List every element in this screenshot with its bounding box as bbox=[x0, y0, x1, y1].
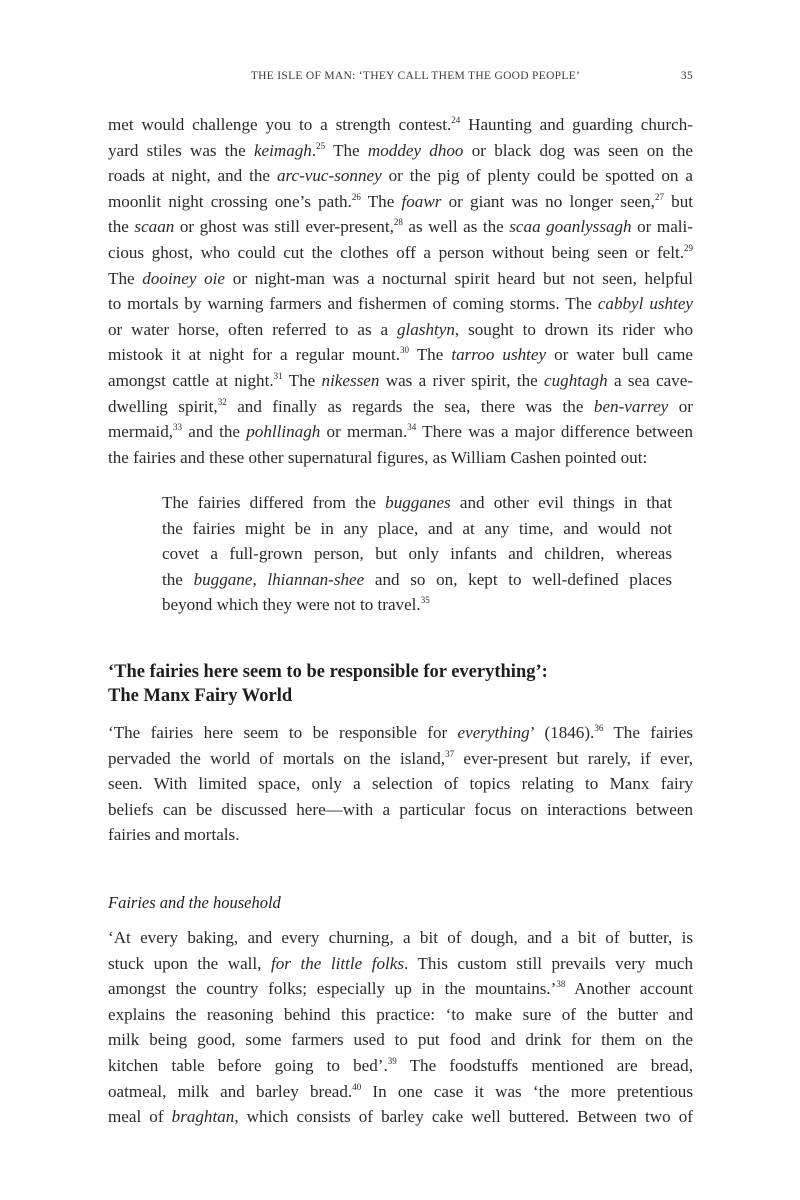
text-run: meal of bbox=[108, 1107, 172, 1127]
text-line bbox=[108, 445, 693, 471]
footnote-marker: 25 bbox=[316, 140, 326, 151]
footnote-marker: 34 bbox=[407, 422, 417, 433]
text-line bbox=[108, 317, 693, 343]
text-run: or black dog was seen on the bbox=[463, 140, 693, 160]
text-line bbox=[108, 138, 693, 164]
text-run: and finally as regards the sea, there was the bbox=[226, 396, 594, 416]
text-run: , which consists of barley cake well buttered. Between two of bbox=[234, 1107, 693, 1127]
text-run: covet a full-grown person, but only infants and children, whereas bbox=[162, 544, 672, 564]
text-run: There was a major difference between bbox=[416, 422, 693, 442]
footnote-marker: 29 bbox=[684, 242, 693, 253]
text-run: The bbox=[325, 140, 368, 160]
text-run: The bbox=[409, 345, 452, 365]
text-line bbox=[108, 797, 693, 823]
text-line bbox=[108, 720, 693, 746]
block-quote-william-cashen bbox=[162, 490, 672, 618]
text-run: a sea cave- bbox=[607, 370, 693, 390]
text-run: or giant was no longer seen, bbox=[441, 191, 655, 211]
italic-term: cabbyl ushtey bbox=[597, 294, 693, 314]
text-run: pervaded the world of mortals on the island, bbox=[108, 748, 446, 768]
italic-term: dooiney oie bbox=[142, 268, 226, 288]
section-heading-line1: ‘The fairies here seem to be responsible for everything’: bbox=[108, 662, 548, 682]
text-line bbox=[162, 541, 672, 567]
text-line bbox=[162, 516, 672, 542]
text-run: fairies and mortals. bbox=[108, 825, 240, 845]
italic-term: scaan bbox=[134, 217, 175, 237]
footnote-marker: 35 bbox=[420, 595, 430, 606]
text-run: dwelling spirit, bbox=[108, 396, 218, 416]
text-run: or the pig of plenty could be spotted on a bbox=[381, 166, 693, 186]
paragraph-fairies-household bbox=[108, 925, 693, 1130]
text-run: as well as the bbox=[402, 217, 510, 237]
text-run: was a river spirit, the bbox=[379, 370, 545, 390]
text-run: seen. With limited space, only a selection of topics relating to Manx fairy bbox=[108, 774, 693, 794]
running-head-title: THE ISLE OF MAN: ‘THEY CALL THEM THE GOOD PEOPLE’ bbox=[250, 70, 581, 82]
footnote-marker: 31 bbox=[273, 370, 283, 381]
italic-term: lhiannan-shee bbox=[267, 569, 365, 589]
text-line bbox=[108, 822, 693, 848]
text-run: or bbox=[668, 396, 693, 416]
text-run: , sought to drown its rider who bbox=[454, 319, 693, 339]
text-line bbox=[108, 1079, 693, 1105]
section-heading bbox=[108, 660, 693, 708]
text-run: The foodstuffs mentioned are bread, bbox=[396, 1055, 693, 1075]
text-line bbox=[108, 189, 693, 215]
text-line bbox=[162, 567, 672, 593]
text-run: the bbox=[108, 217, 135, 237]
footnote-marker: 40 bbox=[352, 1081, 362, 1092]
footnote-marker: 32 bbox=[217, 396, 227, 407]
italic-term: bugganes bbox=[385, 493, 451, 512]
text-run: mistook it at night for a regular mount. bbox=[108, 345, 401, 365]
italic-term: arc-vuc-sonney bbox=[276, 166, 382, 186]
text-line bbox=[162, 490, 672, 516]
text-run: ’ (1846). bbox=[529, 723, 595, 742]
text-run: ever-present but rarely, if ever, bbox=[454, 748, 693, 768]
text-line bbox=[108, 976, 693, 1002]
text-line bbox=[108, 1002, 693, 1028]
text-run: or water bull came bbox=[546, 345, 693, 365]
text-run: explains the reasoning behind this practice: ‘to make sure of the butter and bbox=[108, 1004, 693, 1024]
italic-term: tarroo ushtey bbox=[451, 345, 547, 365]
text-line bbox=[108, 368, 693, 394]
text-line bbox=[108, 266, 693, 292]
text-line bbox=[108, 419, 693, 445]
text-run: oatmeal, milk and barley bread. bbox=[108, 1081, 353, 1101]
text-run: Haunting and guarding church- bbox=[460, 115, 693, 134]
footnote-marker: 26 bbox=[351, 191, 361, 202]
text-run: or night-man was a nocturnal spirit heard but not seen, helpful bbox=[225, 268, 693, 288]
text-run: and so on, kept to well-defined places bbox=[364, 569, 672, 589]
text-run: The fairies differed from the bbox=[162, 493, 386, 512]
text-run: ‘At every baking, and every churning, a bit of dough, and a bit of butter, is bbox=[108, 928, 693, 947]
italic-term: moddey dhoo bbox=[367, 140, 464, 160]
footnote-marker: 27 bbox=[654, 191, 664, 202]
italic-term: pohllinagh bbox=[246, 422, 321, 442]
footnote-marker: 33 bbox=[173, 422, 183, 433]
text-line bbox=[108, 291, 693, 317]
text-run: the bbox=[162, 569, 194, 589]
text-run: The bbox=[360, 191, 402, 211]
text-run: In one case it was ‘the more pretentious bbox=[361, 1081, 693, 1101]
text-line bbox=[162, 592, 672, 618]
footnote-marker: 37 bbox=[445, 748, 455, 759]
running-head bbox=[108, 70, 693, 90]
page-number: 35 bbox=[680, 70, 693, 82]
text-run: cious ghost, who could cut the clothes off a person without being seen or felt. bbox=[108, 242, 684, 262]
italic-term: scaa goanlyssagh bbox=[509, 217, 632, 237]
text-run: stuck upon the wall, bbox=[108, 953, 271, 973]
text-run: the fairies and these other supernatural figures, as William Cashen pointed out: bbox=[108, 447, 648, 467]
text-run: Another account bbox=[565, 979, 693, 999]
text-run: mermaid, bbox=[108, 422, 174, 442]
italic-term: cughtagh bbox=[544, 370, 608, 390]
text-run: and other evil things in that bbox=[450, 493, 672, 512]
text-run: The fairies bbox=[603, 723, 693, 742]
footnote-marker: 39 bbox=[387, 1055, 397, 1066]
text-line bbox=[108, 1104, 693, 1130]
text-run: ‘The fairies here seem to be responsible for bbox=[108, 723, 458, 742]
italic-term: ben-varrey bbox=[593, 396, 669, 416]
italic-term: everything bbox=[457, 723, 530, 742]
footnote-marker: 24 bbox=[451, 115, 461, 125]
italic-term: for the little folks bbox=[270, 953, 404, 973]
text-run: beliefs can be discussed here—with a particular focus on interactions between bbox=[108, 799, 693, 819]
text-line bbox=[108, 1027, 693, 1053]
text-line bbox=[108, 214, 693, 240]
text-run: milk being good, some farmers used to put food and drink for them on the bbox=[108, 1030, 693, 1050]
text-line bbox=[108, 112, 693, 138]
text-line bbox=[108, 925, 693, 951]
italic-term: nikessen bbox=[321, 370, 380, 390]
footnote-marker: 36 bbox=[594, 723, 604, 733]
text-line bbox=[108, 342, 693, 368]
text-run: The bbox=[108, 268, 143, 288]
italic-term: glashtyn bbox=[396, 319, 455, 339]
text-line bbox=[108, 1053, 693, 1079]
text-line bbox=[108, 163, 693, 189]
text-run: The bbox=[282, 370, 322, 390]
text-run: or mali- bbox=[631, 217, 693, 237]
text-run: amongst cattle at night. bbox=[108, 370, 274, 390]
text-line bbox=[108, 394, 693, 420]
footnote-marker: 30 bbox=[400, 345, 410, 356]
text-run: . bbox=[311, 140, 317, 160]
footnote-marker: 28 bbox=[393, 217, 403, 228]
text-run: or merman. bbox=[320, 422, 408, 442]
text-run: amongst the country folks; especially up in the mountains.’ bbox=[108, 979, 557, 999]
text-run: or water horse, often referred to as a bbox=[108, 319, 397, 339]
section-heading-line2: The Manx Fairy World bbox=[108, 686, 293, 706]
text-run: met would challenge you to a strength contest. bbox=[108, 115, 452, 134]
paragraph-manx-fairy-world bbox=[108, 720, 693, 848]
text-run: , bbox=[252, 569, 268, 589]
text-run: or ghost was still ever-present, bbox=[174, 217, 394, 237]
text-run: but bbox=[663, 191, 693, 211]
footnote-marker: 38 bbox=[556, 979, 566, 990]
text-run: the fairies might be in any place, and at any time, and would not bbox=[162, 518, 672, 538]
text-run: and the bbox=[182, 422, 247, 442]
text-run: beyond which they were not to travel. bbox=[162, 595, 421, 615]
italic-term: foawr bbox=[401, 191, 442, 211]
paragraph-supernatural-figures bbox=[108, 112, 693, 470]
italic-term: braghtan bbox=[171, 1107, 235, 1127]
text-line bbox=[108, 771, 693, 797]
text-line bbox=[108, 240, 693, 266]
subheading-fairies-household: Fairies and the household bbox=[108, 893, 281, 912]
text-line bbox=[108, 951, 693, 977]
text-run: to mortals by warning farmers and fishermen of coming storms. The bbox=[108, 294, 598, 314]
text-run: . This custom still prevails very much bbox=[404, 953, 693, 973]
text-run: yard stiles was the bbox=[108, 140, 254, 160]
text-run: kitchen table before going to bed’. bbox=[108, 1055, 388, 1075]
text-run: roads at night, and the bbox=[108, 166, 277, 186]
italic-term: keimagh bbox=[253, 140, 312, 160]
text-run: moonlit night crossing one’s path. bbox=[108, 191, 352, 211]
text-line bbox=[108, 746, 693, 772]
italic-term: buggane bbox=[193, 569, 253, 589]
